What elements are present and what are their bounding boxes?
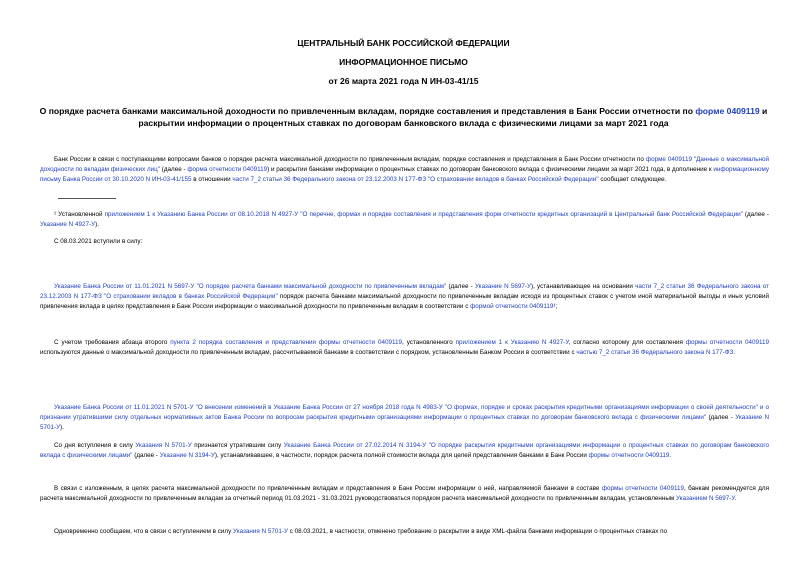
paragraph-5697: Указание Банка России от 11.01.2021 N 5697-У "О порядке расчета банками максимальной доходности по привлеченным вкладам" (далее - Указание N 5697-У), устанавливающее на основании части 7_2 статьи 36 Федерального закона от 23.12.2003 N 177-ФЗ "О страховании вкладов в банках Российской Федерации" порядок расчета банками максимальной доходности по привлеченным вкладам исходя из процентных ставок с учетом иной материальной выгоды и иных условий привлечения вклада в целях представления в Банк России информации о максимальной доходности по привлеченным вкладам в соответствии с формой отчетности 0409119¹;: [40, 283, 770, 310]
link-item-2[interactable]: пункта 2 порядка составления и представления формы отчетности 0409119: [170, 339, 403, 346]
link-5701-ref[interactable]: Указания N 5701-У: [135, 442, 192, 449]
link-part-7-2[interactable]: части 7_2 статьи 36 Федерального закона от 23.12.2003 N 177-ФЗ "О страховании вкладов в банках Российской Федерации": [40, 283, 770, 300]
link-5701-short[interactable]: Указание N 5701-У: [40, 414, 770, 431]
doc-type: ИНФОРМАЦИОННОЕ ПИСЬМО: [339, 57, 468, 67]
link-appendix-1[interactable]: приложением 1 к Указанию N 4927-У: [455, 339, 569, 346]
link-form-0409119-c[interactable]: формы отчетности 0409119: [601, 485, 684, 492]
org-name: ЦЕНТРАЛЬНЫЙ БАНК РОССИЙСКОЙ ФЕДЕРАЦИИ: [297, 38, 510, 48]
link-form-0409119-b[interactable]: формы отчетности 0409119: [588, 452, 670, 459]
title-link-form[interactable]: форме 0409119: [695, 106, 760, 116]
link-5701[interactable]: Указание Банка России от 11.01.2021 N 5701-У "О внесении изменений в Указание Банка России от 27 ноября 2018 года N 4983-У "О формах, порядке и сроках раскрытия кредитными организациями информации о своей деятельности" и о признании утратившими силу отдельных нормативных актов Банка России по вопросам раскрытия кредитными организациями информации о процентных ставках по договорам банковского вклада с физическими лицами": [40, 404, 769, 421]
paragraph-intro: Банк России в связи с поступающими вопросами банков о порядке расчета максимальной доходности по привлеченным вкладам, порядке составления и представления в Банк России отчетности по форме 0409119 "Данные о максимальной доходности по вкладам физических лиц" (далее - форма отчетности 0409119) и раскрытии банками информации о процентных ставках по договорам банковского вклада с физическими лицами за март 2021 года, в дополнение к информационному письму Банка России от 30.10.2020 N ИН-03-41/155 в отношении части 7_2 статьи 36 Федерального закона от 23.12.2003 N 177-ФЗ "О страховании вкладов в банках Российской Федерации" сообщает следующее.: [40, 156, 770, 183]
link-form-reporting[interactable]: формы отчетности 0409119: [685, 339, 769, 346]
page-title: О порядке расчета банками максимальной доходности по привлеченным вкладам, порядке составления и представления в Банк России отчетности по форме 0409119 и раскрытии информации о процентных ставках по договорам банковского вклада с физическими лицами за март 2021 года: [39, 106, 768, 128]
link-part-7-2-law[interactable]: частью 7_2 статьи 36 Федерального закона N 177-ФЗ: [576, 349, 734, 356]
link-3194[interactable]: Указание Банка России от 27.02.2014 N 3194-У "О порядке раскрытия кредитными организациями информации о процентных ставках по договорам банковского вклада с физическими лицами": [40, 442, 769, 459]
link-appendix-4927[interactable]: приложением 1 к Указанию Банка России от 08.10.2018 N 4927-У "О перечне, формах и порядке составления и представления форм отчетности кредитных организаций в Центральный банк Российской Федерации": [104, 211, 743, 218]
paragraph-recommendation: В связи с изложенным, в целях расчета максимальной доходности по привлеченным вкладам и представления в Банк России информации о ней, направляемой банками в составе формы отчетности 0409119, банкам рекомендуется для расчета максимальной доходности по привлеченным вкладам за отчетный период 01.03.2021 - 31.03.2021 руководствоваться порядком расчета максимальной доходности по привлеченным вкладам, установленным Указанием N 5697-У.: [40, 485, 769, 502]
link-info-letter[interactable]: информационному письму Банка России от 30.10.2020 N ИН-03-41/155: [40, 166, 770, 183]
link-form-short[interactable]: форма отчетности 0409119: [187, 166, 268, 173]
doc-date: от 26 марта 2021 года N ИН-03-41/15: [328, 76, 479, 86]
link-5697[interactable]: Указание Банка России от 11.01.2021 N 5697-У "О порядке расчета банками максимальной доходности по привлеченным вкладам": [54, 283, 447, 290]
paragraph-5701: Указание Банка России от 11.01.2021 N 5701-У "О внесении изменений в Указание Банка России от 27 ноября 2018 года N 4983-У "О формах, порядке и сроках раскрытия кредитными организациями информации о своей деятельности" и о признании утратившими силу отдельных нормативных актов Банка России по вопросам раскрытия кредитными организациями информации о процентных ставках по договорам банковского вклада с физическими лицами" (далее - Указание N 5701-У).: [40, 404, 770, 431]
paragraph-xml: Одновременно сообщаем, что в связи с вступлением в силу Указания N 5701-У с 08.03.2021, в частности, отменено требование о раскрытии в виде XML-файла банками информации о процентных ставках по: [54, 528, 668, 535]
link-form-report[interactable]: формой отчетности 0409119: [470, 303, 554, 310]
link-5697-short[interactable]: Указание N 5697-У: [474, 283, 531, 290]
footnote: ¹ Установленной приложением 1 к Указанию Банка России от 08.10.2018 N 4927-У "О перечне, формах и порядке составления и представления форм отчетности кредитных организаций в Центральный банк Российской Федерации" (далее - Указание N 4927-У).: [40, 211, 770, 228]
paragraph-3194: Со дня вступления в силу Указания N 5701-У признается утратившим силу Указание Банка России от 27.02.2014 N 3194-У "О порядке раскрытия кредитными организациями информации о процентных ставках по договорам банковского вклада с физическими лицами" (далее - Указание N 3194-У), устанавливавшее, в частности, порядок расчета полной стоимости вклада для целей представления банками в Банк России формы отчетности 0409119.: [40, 442, 769, 459]
link-form-0409119[interactable]: форме 0409119 "Данные о максимальной доходности по вкладам физических лиц": [40, 156, 769, 173]
paragraph-requirement: С учетом требования абзаца второго пункта 2 порядка составления и представления формы отчетности 0409119, установленного приложением 1 к Указанию N 4927-У, согласно которому для составления формы отчетности 0409119 используются данные о максимальной доходности по привлеченным вкладам, рассчитываемой банками в соответствии с порядком, установленным Банком России в соответствии с частью 7_2 статьи 36 Федерального закона N 177-ФЗ.: [40, 339, 769, 356]
paragraph-effective: С 08.03.2021 вступили в силу:: [54, 238, 143, 245]
link-5697-ref[interactable]: Указанием N 5697-У: [675, 495, 735, 502]
link-3194-short[interactable]: Указание N 3194-У: [159, 452, 215, 459]
link-5701-xml[interactable]: Указания N 5701-У: [233, 528, 288, 535]
footnote-divider: [58, 198, 116, 199]
link-4927-short[interactable]: Указание N 4927-У: [40, 221, 96, 228]
link-law-177[interactable]: части 7_2 статьи 36 Федерального закона от 23.12.2003 N 177-ФЗ "О страховании вкладов в банках Российской Федерации": [232, 176, 599, 183]
